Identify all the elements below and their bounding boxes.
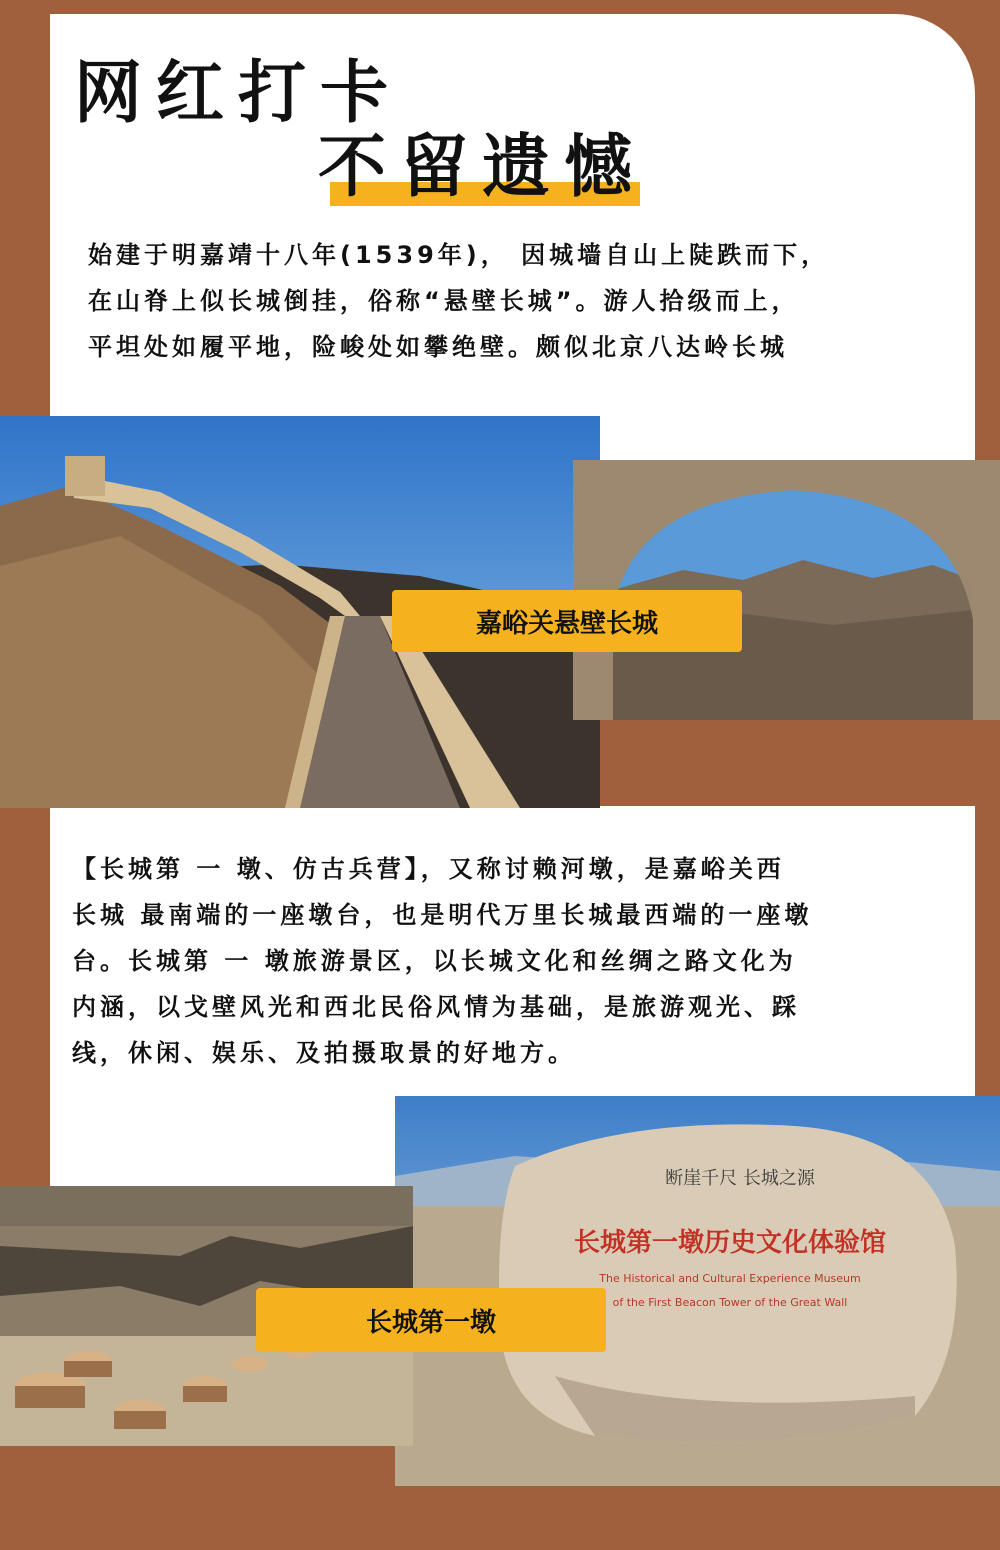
- section2-line: 线，休闲、娱乐、及拍摄取景的好地方。: [72, 1039, 576, 1067]
- intro-line: 始建于明嘉靖十八年(1539年)， 因城墙自山上陡跌而下，: [88, 241, 830, 269]
- label-first-beacon-tower: 长城第一墩: [256, 1288, 606, 1352]
- stone-inscription-2: 长城第一墩历史文化体验馆: [573, 1228, 886, 1258]
- section2-line: 内涵，以戈壁风光和西北民俗风情为基础，是旅游观光、踩: [72, 993, 800, 1021]
- intro-line: 在山脊上似长城倒挂，俗称“悬壁长城”。游人拾级而上，: [88, 287, 800, 315]
- title-line-2: 不留遗憾: [318, 128, 647, 207]
- stone-inscription-3: The Historical and Cultural Experience Museum: [599, 1272, 861, 1285]
- label-xuanbi-great-wall: 嘉峪关悬壁长城: [392, 590, 742, 652]
- section2-line: 长城 最南端的一座墩台，也是明代万里长城最西端的一座墩: [72, 901, 813, 929]
- stone-inscription-4: of the First Beacon Tower of the Great Wall: [612, 1296, 848, 1309]
- intro-line: 平坦处如履平地，险峻处如攀绝壁。颇似北京八达岭长城: [88, 333, 788, 361]
- title-line-1: 网红打卡: [74, 54, 403, 133]
- intro-paragraph: [88, 232, 968, 370]
- section2-line: 【长城第 一 墩、仿古兵营】，又称讨赖河墩，是嘉峪关西: [72, 855, 785, 883]
- section2-paragraph: [72, 846, 962, 1076]
- section2-line: 台。长城第 一 墩旅游景区，以长城文化和丝绸之路文化为: [72, 947, 797, 975]
- stone-inscription-1: 断崖千尺 长城之源: [665, 1168, 815, 1189]
